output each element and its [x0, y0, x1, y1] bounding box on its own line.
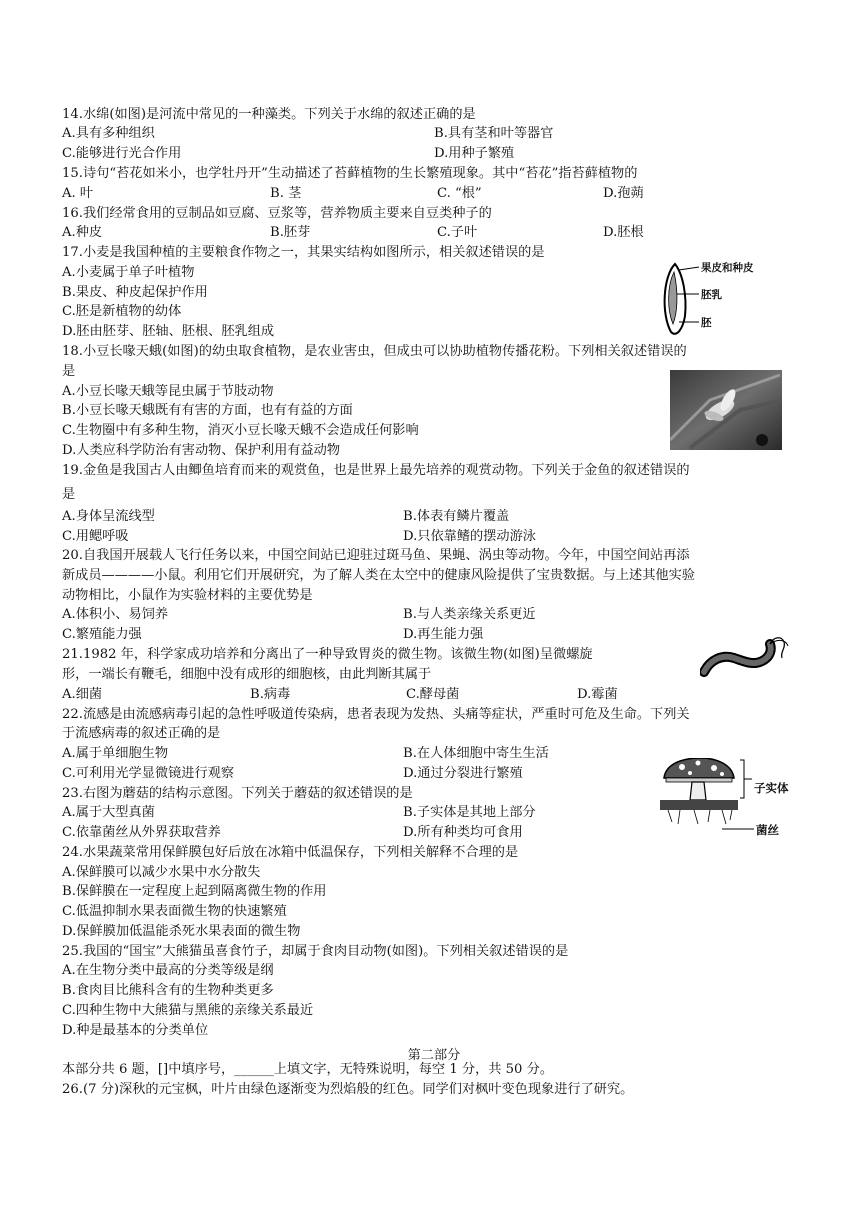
q20-stem-line3: 动物相比，小鼠作为实验材料的主要优势是 [62, 588, 313, 603]
q20-option-c: C.繁殖能力强 [62, 627, 142, 642]
q17-stem: 17.小麦是我国种植的主要粮食作物之一，其果实结构如图所示，相关叙述错误的是 [62, 245, 545, 260]
q21-option-c: C.酵母菌 [406, 687, 460, 702]
q19-option-b: B.体表有鳞片覆盖 [403, 509, 510, 524]
q20-option-a: A.体积小、易饲养 [62, 607, 169, 622]
q25-stem: 25.我国的“国宝”大熊猫虽喜食竹子，却属于食肉目动物(如图)。下列相关叙述错误的是 [62, 944, 569, 959]
q25-option-c: C.四种生物中大熊猫与黑熊的亲缘关系最近 [62, 1003, 314, 1018]
spiral-bacterium-icon [700, 632, 790, 682]
q18-option-d: D.人类应科学防治有害动物、保护利用有益动物 [62, 443, 341, 458]
q22-option-b: B.在人体细胞中寄生生活 [403, 746, 549, 761]
q19-stem-line2: 是 [62, 487, 76, 502]
q24-option-b: B.保鲜膜在一定程度上起到隔离微生物的作用 [62, 884, 327, 899]
mushroom-diagram [660, 758, 800, 838]
q21-stem-line2: 形，一端长有鞭毛，细胞中没有成形的细胞核，由此判断其属于 [62, 667, 432, 682]
q17-option-b: B.果皮、种皮起保护作用 [62, 285, 208, 300]
q24-option-a: A.保鲜膜可以减少水果中水分散失 [62, 865, 261, 880]
q18-option-c: C.生物圈中有多种生物，消灭小豆长喙天蛾不会造成任何影响 [62, 423, 419, 438]
q23-stem: 23.右图为蘑菇的结构示意图。下列关于蘑菇的叙述错误的是 [62, 786, 413, 801]
bacterium-figure [700, 632, 790, 682]
q26-stem: 26.(7 分)深秋的元宝枫，叶片由绿色逐渐变为烈焰般的红色。同学们对枫叶变色现象进行了研究。 [62, 1082, 634, 1097]
q16-option-d: D.胚根 [603, 225, 644, 240]
q14-option-d: D.用种子繁殖 [434, 146, 515, 161]
q21-stem-line1: 21.1982 年，科学家成功培养和分离出了一种导致胃炎的微生物。该微生物(如图)呈微螺旋 [62, 647, 593, 662]
q18-stem-line1: 18.小豆长喙天蛾(如图)的幼虫取食植物，是农业害虫，但成虫可以协助植物传播花粉。下列相关叙述错误的 [62, 344, 687, 359]
q20-option-d: D.再生能力强 [403, 627, 484, 642]
q19-option-a: A.身体呈流线型 [62, 509, 155, 524]
mushroom-label-fruiting-body: 子实体 [754, 781, 789, 795]
q21-option-b: B.病毒 [250, 687, 291, 702]
q22-stem-line2: 于流感病毒的叙述正确的是 [62, 726, 221, 741]
wheat-label-embryo: 胚 [701, 317, 712, 329]
q22-option-c: C.可利用光学显微镜进行观察 [62, 766, 235, 781]
q23-option-b: B.子实体是其地上部分 [403, 805, 536, 820]
hawk-moth-image [670, 370, 782, 450]
q15-option-d: D.孢蒴 [603, 186, 644, 201]
q21-option-d: D.霉菌 [577, 687, 618, 702]
q23-option-d: D.所有种类均可食用 [403, 825, 523, 840]
q14-option-a: A.具有多种组织 [62, 126, 155, 141]
q14-option-c: C.能够进行光合作用 [62, 146, 182, 161]
part2-instructions: 本部分共 6 题，[]中填序号，______上填文字，无特殊说明，每空 1 分，共 50 分。 [62, 1062, 553, 1077]
q16-option-c: C.子叶 [437, 225, 478, 240]
q14-stem: 14.水绵(如图)是河流中常见的一种藻类。下列关于水绵的叙述正确的是 [62, 107, 476, 122]
q20-stem-line1: 20.自我国开展载人飞行任务以来，中国空间站已迎驻过斑马鱼、果蝇、涡虫等动物。今年，中国空间站再添 [62, 548, 690, 563]
q16-stem: 16.我们经常食用的豆制品如豆腐、豆浆等，营养物质主要来自豆类种子的 [62, 206, 492, 221]
q25-option-d: D.种是最基本的分类单位 [62, 1023, 209, 1038]
q15-option-c: C. “根” [437, 186, 482, 201]
q16-option-a: A.种皮 [62, 225, 103, 240]
wheat-label-endosperm: 胚乳 [701, 289, 722, 301]
q24-option-d: D.保鲜膜加低温能杀死水果表面的微生物 [62, 924, 301, 939]
q17-option-d: D.胚由胚芽、胚轴、胚根、胚乳组成 [62, 324, 275, 339]
q19-option-c: C.用鳃呼吸 [62, 529, 129, 544]
q16-option-b: B.胚芽 [270, 225, 311, 240]
q15-stem: 15.诗句“苔花如米小，也学牡丹开”生动描述了苔藓植物的生长繁殖现象。其中“苔花”指苔藓植物的 [62, 166, 638, 181]
q25-option-a: A.在生物分类中最高的分类等级是纲 [62, 963, 274, 978]
q22-option-d: D.通过分裂进行繁殖 [403, 766, 523, 781]
wheat-label-pericarp: 果皮和种皮 [701, 262, 754, 274]
q17-option-a: A.小麦属于单子叶植物 [62, 265, 195, 280]
q23-option-a: A.属于大型真菌 [62, 805, 155, 820]
q21-option-a: A.细菌 [62, 687, 103, 702]
q22-option-a: A.属于单细胞生物 [62, 746, 169, 761]
q20-option-b: B.与人类亲缘关系更近 [403, 607, 536, 622]
hawk-moth-photo [670, 370, 782, 450]
q15-option-a: A. 叶 [62, 186, 94, 201]
q20-stem-line2: 新成员————小鼠。利用它们开展研究，为了解人类在太空中的健康风险提供了宝贵数据。与上述其他实验 [62, 568, 695, 583]
q17-option-c: C.胚是新植物的幼体 [62, 304, 182, 319]
q14-option-b: B.具有茎和叶等器官 [434, 126, 554, 141]
q15-option-b: B. 茎 [270, 186, 302, 201]
q24-option-c: C.低温抑制水果表面微生物的快速繁殖 [62, 904, 287, 919]
q24-stem: 24.水果蔬菜常用保鲜膜包好后放在冰箱中低温保存，下列相关解释不合理的是 [62, 845, 519, 860]
mushroom-label-hyphae: 菌丝 [756, 823, 779, 837]
wheat-grain-figure [655, 260, 775, 340]
part2-title: 第二部分 [407, 1048, 461, 1063]
q19-option-d: D.只依靠鳍的摆动游泳 [403, 529, 536, 544]
q18-stem-line2: 是 [62, 364, 76, 379]
q22-stem-line1: 22.流感是由流感病毒引起的急性呼吸道传染病，患者表现为发热、头痛等症状，严重时可危及生命。下列关 [62, 707, 690, 722]
mushroom-figure [660, 758, 800, 838]
q18-option-b: B.小豆长喙天蛾既有有害的方面，也有有益的方面 [62, 403, 353, 418]
q18-option-a: A.小豆长喙天蛾等昆虫属于节肢动物 [62, 384, 274, 399]
q25-option-b: B.食肉目比熊科含有的生物种类更多 [62, 983, 274, 998]
q19-stem-line1: 19.金鱼是我国古人由鲫鱼培育而来的观赏鱼，也是世界上最先培养的观赏动物。下列关于金鱼的叙述错误的 [62, 463, 690, 478]
q23-option-c: C.依靠菌丝从外界获取营养 [62, 825, 221, 840]
